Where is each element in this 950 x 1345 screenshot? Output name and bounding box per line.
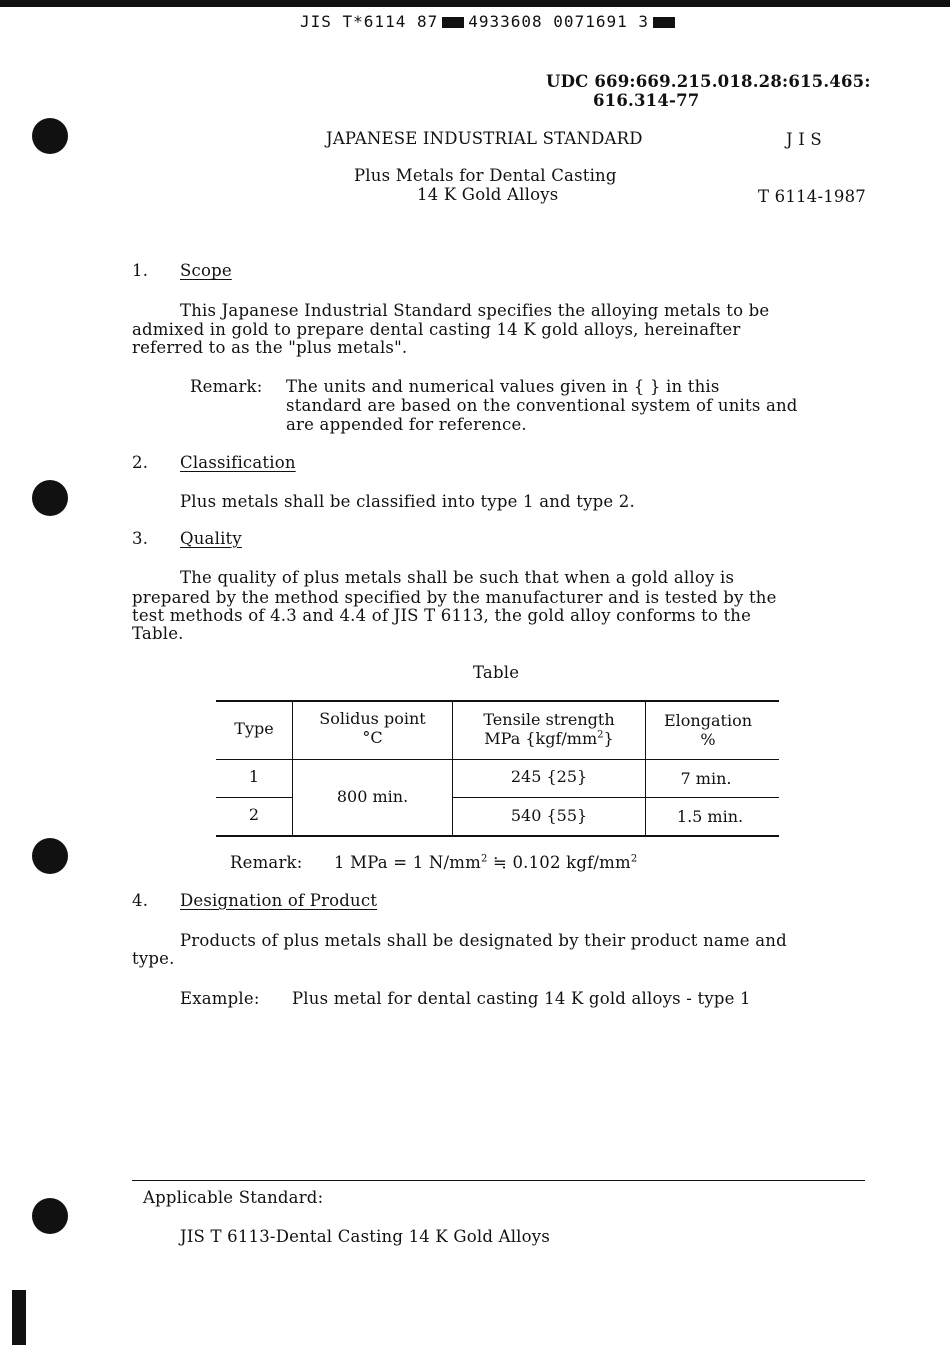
header-elongation-1: Elongation [664, 711, 752, 730]
punch-hole-2 [32, 480, 68, 516]
header-solidus-1: Solidus point [319, 709, 426, 728]
header-solidus-2: °C [362, 728, 383, 747]
scan-top-edge [0, 0, 950, 7]
scope-remark-label: Remark: [190, 377, 263, 396]
scope-remark-line-3: are appended for reference. [286, 415, 527, 434]
table-rule-bottom [216, 835, 779, 837]
header-code-part2: 4933608 0071691 3 [468, 12, 649, 31]
example-label: Example: [180, 989, 260, 1008]
header-tensile-sup: 2 [597, 729, 604, 741]
barcode-block-icon [653, 17, 675, 28]
scan-left-edge [12, 1290, 26, 1345]
barcode-block-icon [442, 17, 464, 28]
row-1-elongation: 7 min. [680, 769, 732, 788]
row-2-tensile: 540 {55} [510, 806, 588, 825]
table-rule-top [216, 700, 779, 702]
scope-line-3: referred to as the "plus metals". [132, 338, 408, 357]
section-2-heading: Classification [180, 453, 296, 472]
title-line-1: Plus Metals for Dental Casting [354, 166, 617, 185]
header-elongation-2: % [700, 730, 716, 749]
row-1-tensile: 245 {25} [510, 767, 588, 786]
org-name: JAPANESE INDUSTRIAL STANDARD [326, 129, 643, 148]
header-code [300, 12, 679, 31]
scope-line-1: This Japanese Industrial Standard specifies the alloying metals to be [180, 301, 770, 320]
row-1-type: 1 [248, 767, 260, 786]
table-caption: Table [473, 663, 520, 682]
section-2-number: 2. [132, 453, 149, 472]
row-2-elongation: 1.5 min. [676, 807, 744, 826]
punch-hole-4 [32, 1198, 68, 1234]
quality-line-3: test methods of 4.3 and 4.4 of JIS T 6113, the gold alloy conforms to the [132, 606, 752, 625]
scope-remark-line-1: The units and numerical values given in { } in this [286, 377, 720, 396]
table-remark-text [334, 853, 637, 872]
udc-line-1: UDC 669:669.215.018.28:615.465: [546, 72, 871, 91]
quality-line-1: The quality of plus metals shall be such that when a gold alloy is [180, 568, 735, 587]
footer-label: Applicable Standard: [143, 1188, 324, 1207]
section-1-heading: Scope [180, 261, 232, 280]
table-rule-row [452, 797, 779, 798]
header-code-part1: JIS T*6114 87 [300, 12, 439, 31]
table-remark-part-b: ≒ 0.102 kgf/mm [487, 853, 631, 872]
title-line-2: 14 K Gold Alloys [417, 185, 559, 204]
punch-hole-3 [32, 838, 68, 874]
designation-line-2: type. [132, 949, 175, 968]
section-3-heading: Quality [180, 529, 242, 548]
section-3-number: 3. [132, 529, 149, 548]
classification-text: Plus metals shall be classified into type 1 and type 2. [180, 492, 635, 511]
table-rule-header [216, 759, 779, 760]
section-4-heading: Designation of Product [180, 891, 378, 910]
header-tensile-close: } [603, 729, 614, 748]
footer-text: JIS T 6113-Dental Casting 14 K Gold Alloys [180, 1227, 550, 1246]
quality-line-4: Table. [132, 624, 184, 643]
table-remark-label: Remark: [230, 853, 303, 872]
section-1-number: 1. [132, 261, 149, 280]
solidus-merged: 800 min. [336, 787, 409, 806]
scope-remark-line-2: standard are based on the conventional system of units and [286, 396, 798, 415]
header-type: Type [234, 719, 274, 738]
example-text: Plus metal for dental casting 14 K gold alloys - type 1 [292, 989, 751, 1008]
standard-number: T 6114-1987 [758, 187, 867, 206]
designation-line-1: Products of plus metals shall be designated by their product name and [180, 931, 787, 950]
udc-line-2: 616.314-77 [593, 91, 700, 110]
table-remark-sup-1: 2 [480, 853, 488, 865]
header-tensile-2 [453, 730, 645, 748]
row-2-type: 2 [248, 805, 260, 824]
jis-abbr: J I S [786, 130, 822, 149]
header-tensile-1: Tensile strength [483, 710, 615, 729]
table-remark-sup-2: 2 [630, 853, 638, 865]
section-4-number: 4. [132, 891, 149, 910]
table-remark-part-a: 1 MPa = 1 N/mm [334, 853, 481, 872]
header-tensile-unit: MPa {kgf/mm [484, 729, 598, 748]
table-rule-row-type [216, 797, 293, 798]
footer-rule [132, 1180, 865, 1181]
quality-line-2: prepared by the method specified by the manufacturer and is tested by the [132, 588, 777, 607]
punch-hole-1 [32, 118, 68, 154]
scope-line-2: admixed in gold to prepare dental casting 14 K gold alloys, hereinafter [132, 320, 741, 339]
